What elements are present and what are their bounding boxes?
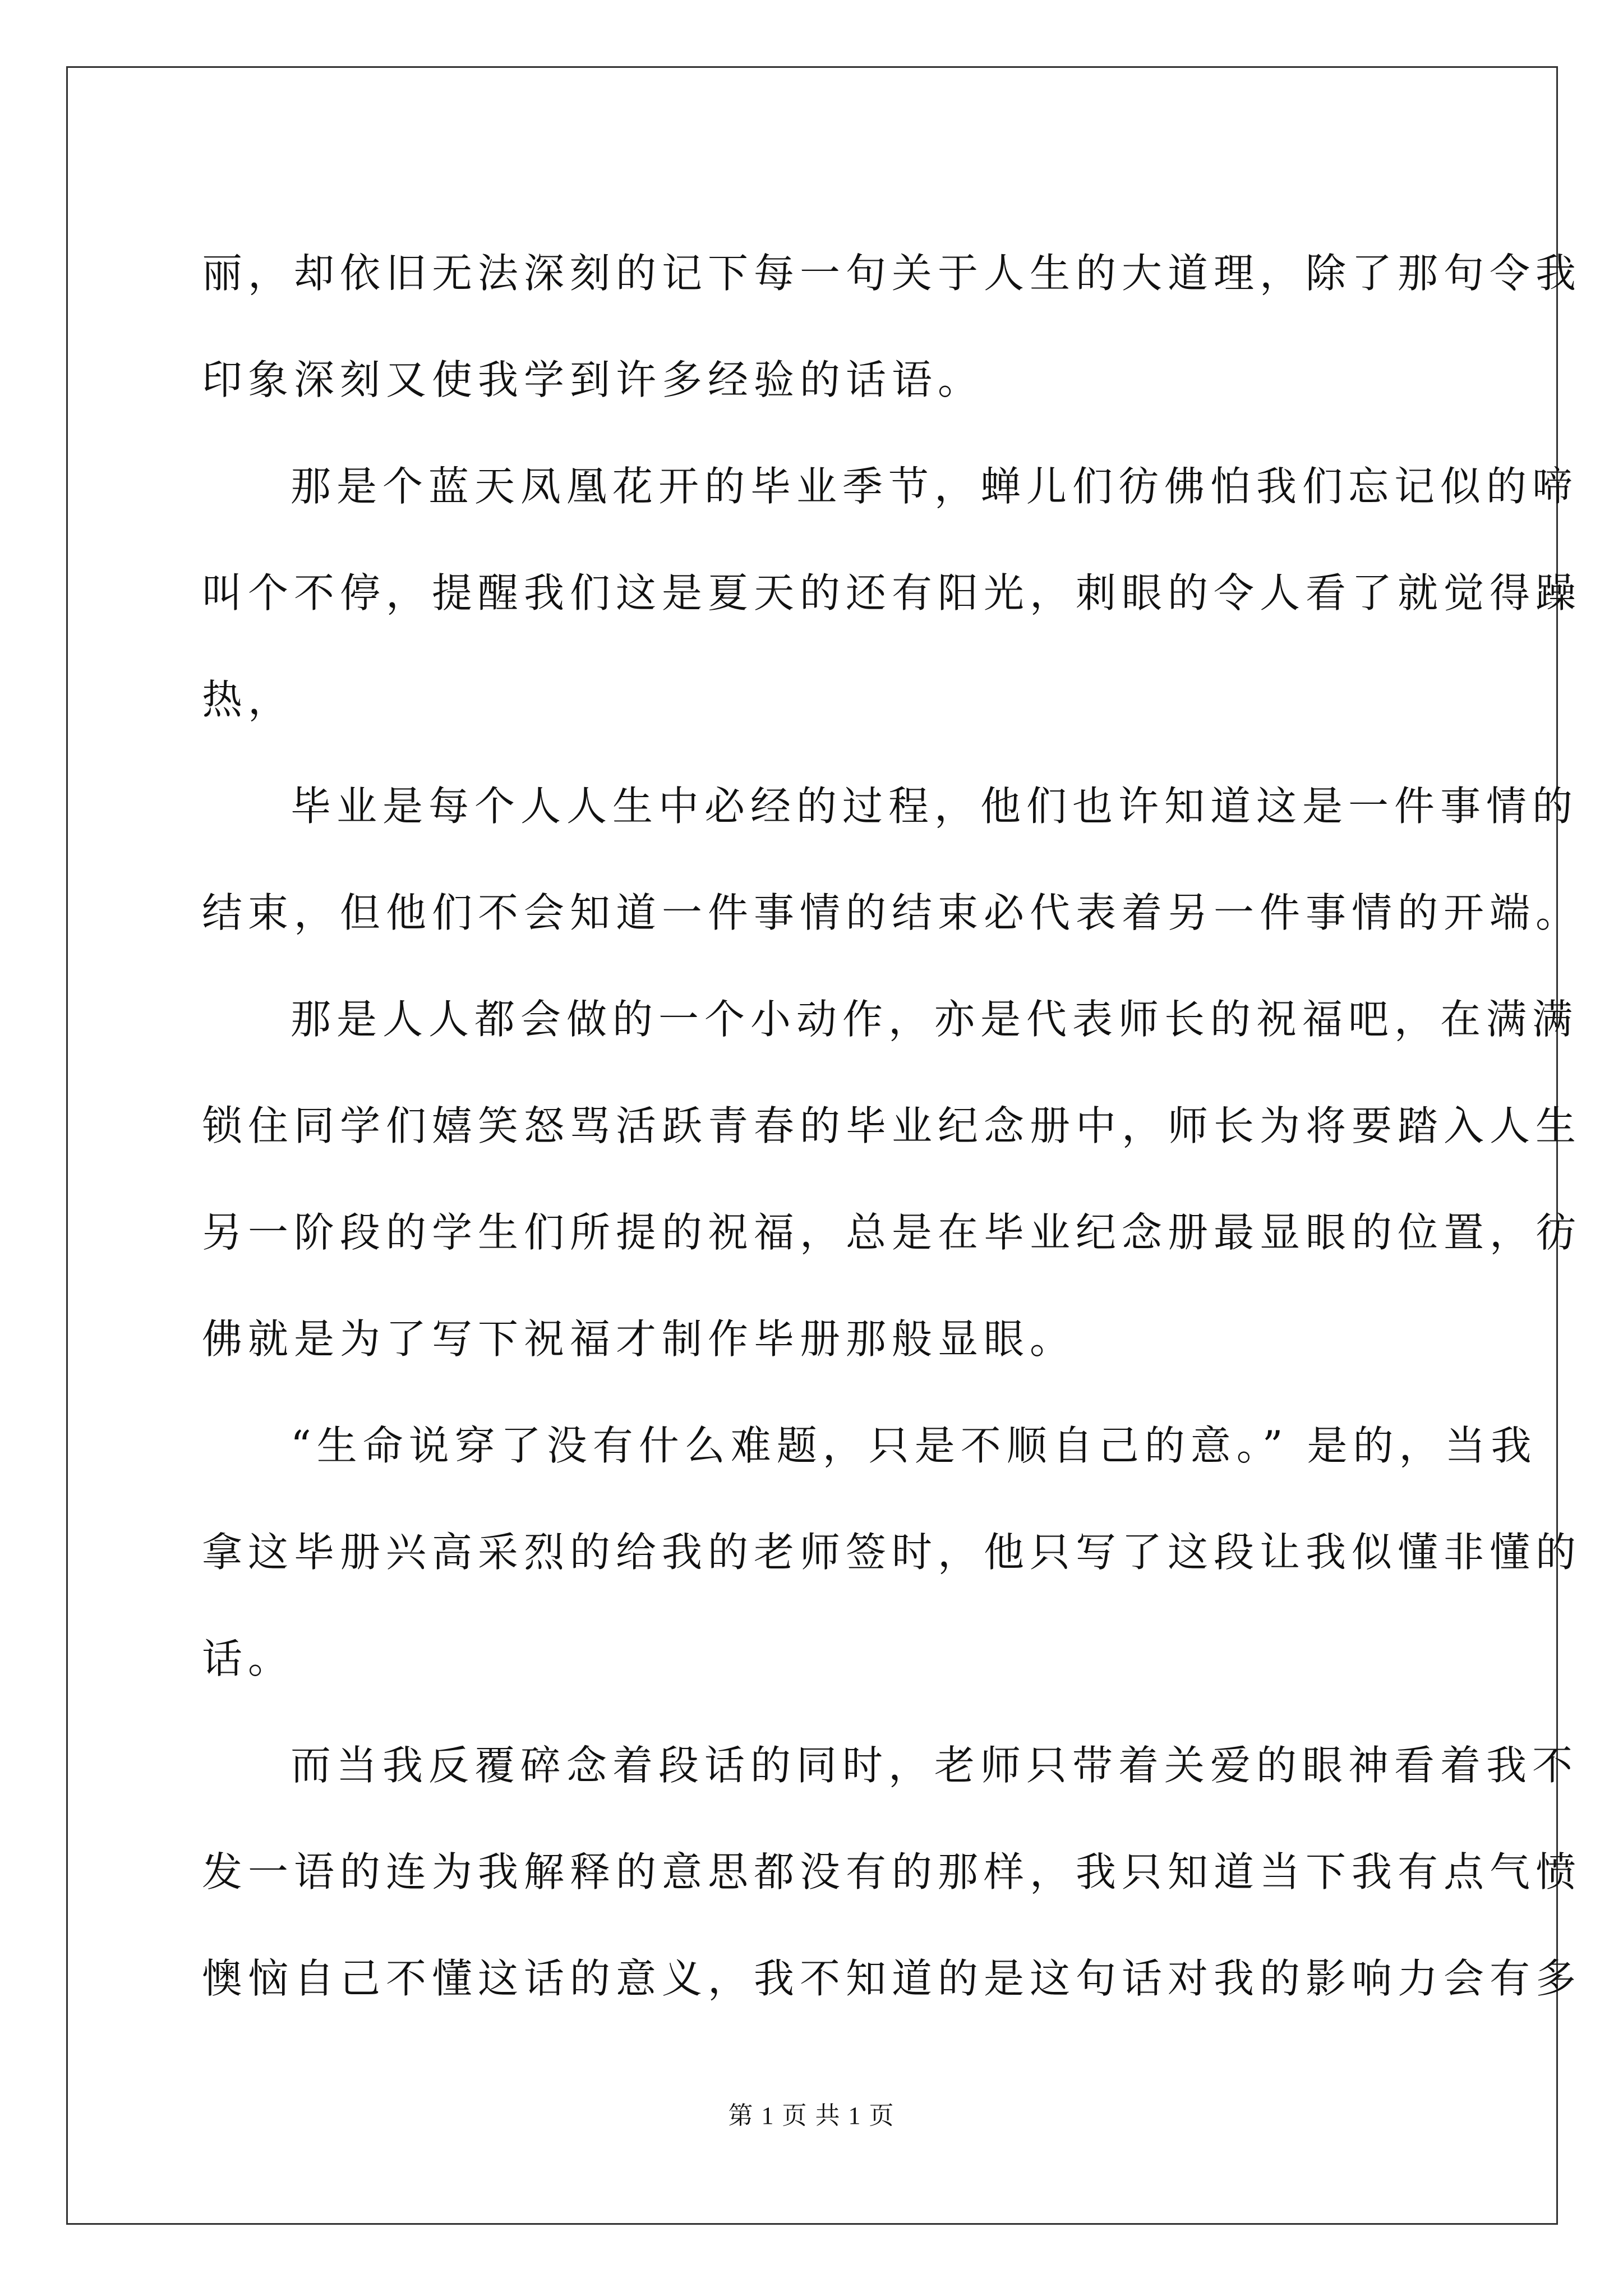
text-line: 热， bbox=[202, 676, 294, 723]
text-line: 发一语的连为我解释的意思都没有的那样，我只知道当下我有点气愤 bbox=[202, 1848, 1582, 1895]
text-line: 那是人人都会做的一个小动作，亦是代表师长的祝福吧，在满满 bbox=[291, 996, 1579, 1043]
text-line: 结束，但他们不会知道一件事情的结束必代表着另一件事情的开端。 bbox=[202, 889, 1582, 936]
document-body bbox=[202, 220, 1582, 2032]
text-line: 另一阶段的学生们所提的祝福，总是在毕业纪念册最显眼的位置，彷 bbox=[202, 1209, 1582, 1256]
text-line: 而当我反覆碎念着段话的同时，老师只带着关爱的眼神看着我不 bbox=[291, 1742, 1579, 1789]
text-line: 毕业是每个人人生中必经的过程，他们也许知道这是一件事情的 bbox=[291, 783, 1579, 830]
text-line: 话。 bbox=[202, 1635, 294, 1682]
text-line: 锁住同学们嬉笑怒骂活跃青春的毕业纪念册中，师长为将要踏入人生 bbox=[202, 1102, 1582, 1149]
text-line: “生命说穿了没有什么难题，只是不顺自己的意。” 是的，当我 bbox=[291, 1422, 1537, 1469]
text-line: 懊恼自己不懂这话的意义，我不知道的是这句话对我的影响力会有多 bbox=[202, 1955, 1582, 2002]
text-line: 丽，却依旧无法深刻的记下每一句关于人生的大道理，除了那句令我 bbox=[202, 250, 1582, 297]
text-line: 那是个蓝天凤凰花开的毕业季节，蝉儿们彷佛怕我们忘记似的啼 bbox=[291, 463, 1579, 510]
text-line: 印象深刻又使我学到许多经验的话语。 bbox=[202, 356, 984, 403]
text-line: 佛就是为了写下祝福才制作毕册那般显眼。 bbox=[202, 1315, 1076, 1363]
text-line: 拿这毕册兴高采烈的给我的老师签时，他只写了这段让我似懂非懂的 bbox=[202, 1529, 1582, 1576]
text-line: 叫个不停，提醒我们这是夏天的还有阳光，刺眼的令人看了就觉得躁 bbox=[202, 569, 1582, 616]
page-footer: 第 1 页 共 1 页 bbox=[728, 2102, 895, 2129]
